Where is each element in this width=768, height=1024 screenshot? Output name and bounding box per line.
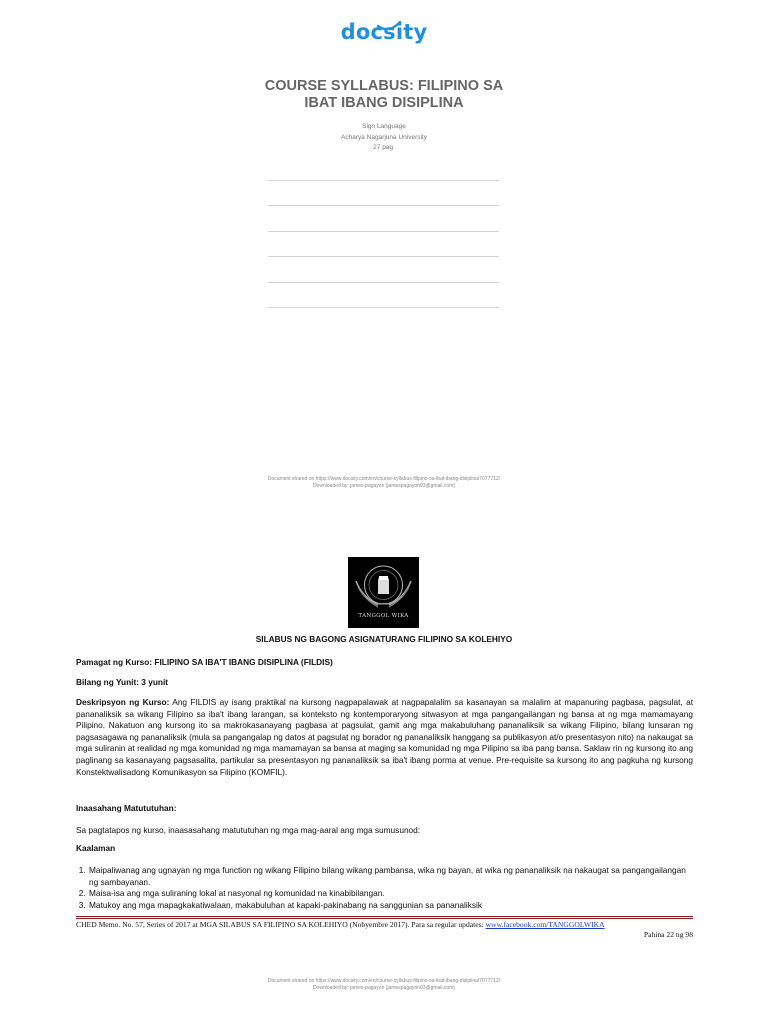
shared-notice: Document shared on https://www.docsity.com/en/course-syllabus-filipino-sa-ibat-ibang-disiplina/7077712/ [267,978,501,984]
download-footer [0,978,768,992]
docsity-logo[interactable] [0,20,768,44]
footer-divider [76,916,693,917]
blank-line [268,205,499,206]
footer-divider [76,918,693,919]
blank-line [268,282,499,283]
logo-text: docsity [340,20,428,44]
syllabus-heading: SILABUS NG BAGONG ASIGNATURANG FILIPINO SA KOLEHIYO [255,634,513,644]
title-line-2: IBAT IBANG DISIPLINA [304,95,464,111]
university: Acharya Nagarjuna University [341,133,427,141]
title-line-1: COURSE SYLLABUS: FILIPINO SA [264,78,504,94]
knowledge-heading: Kaalaman [76,843,116,853]
course-title-label: Pamagat ng Kurso [76,657,150,667]
subject: Sign Language [362,123,406,130]
ched-memo-footer [76,920,693,930]
course-title-line [76,657,693,669]
list-item: 3. Matukoy ang mga mapagkakatiwalaan, makabuluhan at kapaki-pakinabang na sanggunian sa pananaliksik [88,900,693,912]
download-footer [0,476,768,490]
knowledge-list [76,865,693,911]
description-text: Ang FILDIS ay isang praktikal na kursong nagpapalawak at nagpapalalim sa kasanayan sa malalim at mapanuring pagbasa, pagsulat, at pananaliksik sa wikang Filipino sa iba't ibang larangan, sa konteksto ng kontemporaryong sitwasyon at mga pangangailangan ng bansa at ng mga mamamayang Pilipino. Nakatuon ang kursong ito sa makrokasanayang pagbasa at pagsulat, gamit ang mga makabuluhang pananaliksik sa wikang Filipino, bilang lunsaran ng pagsasagawa ng pananaliksik (mula sa pangangalap ng datos at pagsulat ng borador ng pananaliksik hanggang sa publikasyon at/o presentasyon nito) na nakaugat sa mga suliranin at realidad ng mga komunidad ng mga mamamayan sa bansa at maging sa komunidad ng mga Pilipino sa iba pang bansa. Saklaw rin ng kursong ito ang paglinang sa kasanayang pagsasalita, partikular sa presentasyon ng pananaliksik sa iba't ibang porma at venue. Pre-requisite sa kursong ito ang pagkuha ng kursong Konstektwalisadong Komunikasyon sa Filipino (KOMFIL). [76,697,693,777]
list-item: 1. Maipaliwanag ang ugnayan ng mga function ng wikang Filipino bilang wikang pambansa, wika ng bayan, at wika ng pananaliksik na nakaugat sa pangangailangan ng sambayanan. [88,865,693,888]
tanggol-wika-emblem [348,557,419,628]
downloaded-notice: Downloaded by: james-pagayon (jamespagayon03@gmail.com) [312,985,456,991]
outcomes-intro: Sa pagtatapos ng kurso, inaasasahang matututuhan ng mga mag-aaral ang mga sumusunod: [76,825,421,835]
list-item: 2. Maisa-isa ang mga suliraning lokal at nasyonal ng komunidad na kinabibilangan. [88,888,693,900]
facebook-link[interactable]: www.facebook.com/TANGGOLWIKA [485,920,605,929]
blank-line [268,307,499,308]
shared-notice: Document shared on https://www.docsity.com/en/course-syllabus-filipino-sa-ibat-ibang-disiplina/7077712/ [267,476,501,482]
page-number: Pahina 22 ng 98 [643,930,693,939]
units-line: Bilang ng Yunit: 3 yunit [76,677,169,687]
page-count: 27 pag. [373,144,395,151]
document-title [0,78,768,112]
course-description [76,697,693,778]
blank-line [268,256,499,257]
outcomes-heading: Inaasahang Matututuhan: [76,803,177,813]
description-label: Deskripsyon ng Kurso: [76,697,170,707]
emblem-label: TANGGOL WIKA [358,613,409,619]
blank-line [268,231,499,232]
blank-line [268,180,499,181]
downloaded-notice: Downloaded by: james-pagayon (jamespagayon03@gmail.com) [312,483,456,489]
logo-swoosh-icon [376,18,402,30]
document-meta [0,122,768,154]
ched-text: CHED Memo. No. 57, Series of 2017 at MGA SILABUS SA FILIPINO SA KOLEHIYO (Nobyembre 2017). Para sa regular updates: [76,920,486,929]
course-title-value: : FILIPINO SA IBA'T IBANG DISIPLINA (FILDIS) [149,657,333,667]
